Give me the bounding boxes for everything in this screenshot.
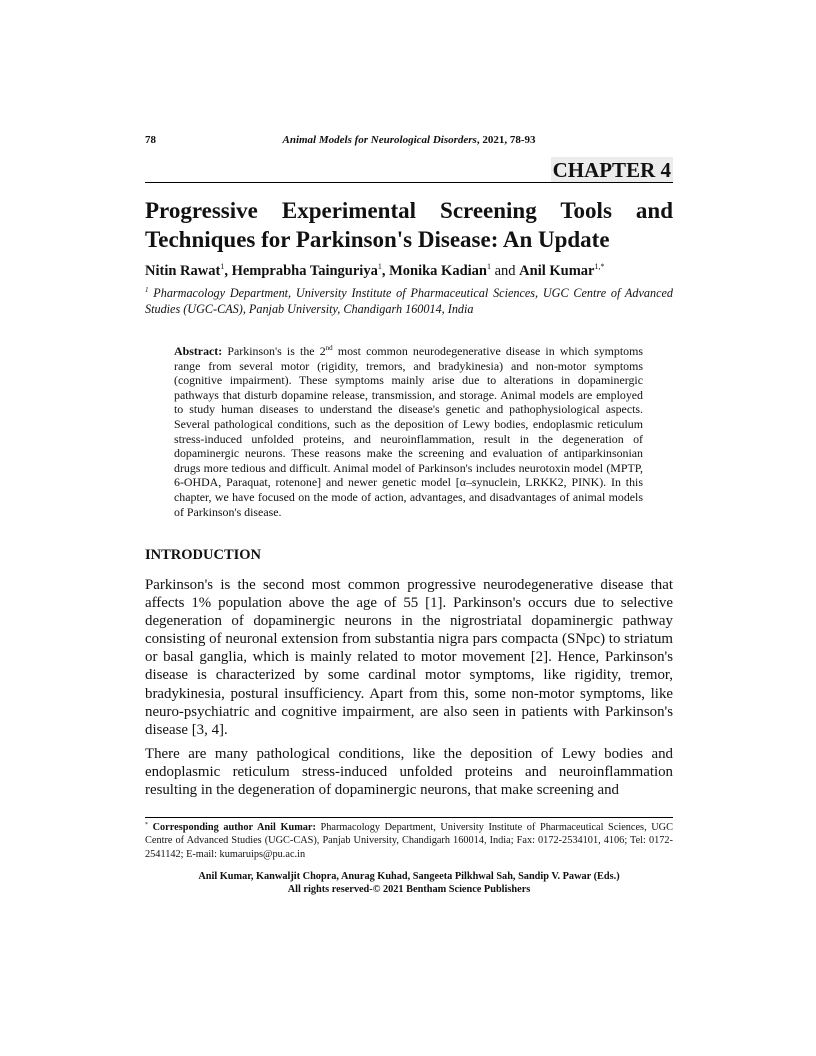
author-affiliation-marker: 1: [220, 262, 225, 271]
abstract-text-rest: most common neurodegenerative disease in which symptoms range from several motor (rigidity, tremors, and bradykinesia) and non-motor symptoms (cognitive impairment). These symptoms mainly arise due to alterations in dopaminergic pathways that disturb dopamine release, transmission, and storage. Animal models are employed to study human diseases to understand the disease's genetic and pathophysiological aspects. Several pathological conditions, such as the deposition of Lewy bodies, endoplasmic reticulum stress-induced unfolded proteins, and neuroinflammation, result in the degeneration of dopaminergic neurons. These reasons make the screening and evaluation of antiparkinsonian drugs more tedious and difficult. Animal model of Parkinson's includes neurotoxin model (MPTP, 6-OHDA, Paraquat, rotenone] and newer genetic model [α–synuclein, LRKK2, PINK). In this chapter, we have focused on the mode of action, advantages, and disadvantages of animal models of Parkinson's disease.: [174, 344, 643, 519]
footnote-rule: [145, 817, 673, 818]
author-list: [145, 262, 673, 280]
author-separator: ,: [381, 263, 390, 279]
footnote-label: Corresponding author Anil Kumar:: [148, 822, 316, 833]
author-name: Anil Kumar: [519, 263, 595, 279]
affiliation-marker: 1: [145, 286, 149, 294]
editors-line: Anil Kumar, Kanwaljit Chopra, Anurag Kuhad, Sangeeta Pilkhwal Sah, Sandip V. Pawar (Eds.): [198, 871, 620, 882]
author-conjunction: and: [490, 263, 520, 279]
footnote-marker: *: [145, 822, 148, 828]
body-paragraph: Parkinson's is the second most common progressive neurodegenerative disease that affects 1% population above the age of 55 [1]. Parkinson's occurs due to selective degeneration of dopaminergic neurons in the nigrostriatal dopaminergic pathway consisting of neuronal extension from substantia nigra pars compacta (SNpc) to striatum or basal ganglia, which is mainly related to motor movement [2]. Hence, Parkinson's disease is characterized by some cardinal motor symptoms, like rigidity, tremor, bradykinesia, postural insufficiency. Apart from this, some non-motor symptoms, like neuro-psychiatric and cognitive impairment, are also seen in patients with Parkinson's disease [3, 4].: [145, 577, 673, 738]
abstract-label: Abstract:: [174, 344, 223, 358]
footnote-text: Pharmacology Department, University Institute of Pharmaceutical Sciences, UGC Centre of Advanced Studies (UGC-CAS), Panjab University, Chandigarh 160014, India; Fax: 0172-2534101, 4106; Tel: 0172-2541142; E-mail: kumaruips@pu.ac.in: [145, 822, 673, 860]
journal-name: Animal Models for Neurological Disorders: [282, 134, 477, 146]
copyright-line: All rights reserved-© 2021 Bentham Science Publishers: [287, 884, 531, 895]
section-heading-introduction: INTRODUCTION: [145, 547, 262, 563]
author-affiliation-marker: 1: [486, 262, 491, 271]
author-name: Monika Kadian: [389, 263, 487, 279]
chapter-title: Progressive Experimental Screening Tools and Techniques for Parkinson's Disease: An Update: [145, 198, 673, 252]
author-affiliation-marker: 1: [377, 262, 382, 271]
affiliation: [145, 285, 673, 317]
journal-citation: [145, 134, 673, 146]
corresponding-author-footnote: [145, 821, 673, 861]
abstract: [174, 344, 643, 519]
author-separator: ,: [224, 263, 232, 279]
chapter-label: CHAPTER 4: [552, 158, 671, 182]
header-rule: [145, 182, 673, 183]
publisher-info: [145, 870, 673, 896]
affiliation-text: Pharmacology Department, University Institute of Pharmaceutical Sciences, UGC Centre of Advanced Studies (UGC-CAS), Panjab University, Chandigarh 160014, India: [145, 286, 673, 316]
abstract-ordinal-suffix: nd: [325, 344, 333, 352]
author-name: Nitin Rawat: [145, 263, 221, 279]
body-paragraph: There are many pathological conditions, like the deposition of Lewy bodies and endoplasmic reticulum stress-induced unfolded proteins and neuroinflammation resulting in the degeneration of dopaminergic neurons, that make screening and: [145, 746, 673, 799]
author-affiliation-marker: 1,*: [594, 262, 605, 271]
abstract-text-start: Parkinson's is the 2: [222, 344, 326, 358]
author-name: Hemprabha Tainguriya: [231, 263, 378, 279]
page-number: 78: [145, 134, 156, 146]
journal-details: , 2021, 78-93: [476, 134, 536, 146]
